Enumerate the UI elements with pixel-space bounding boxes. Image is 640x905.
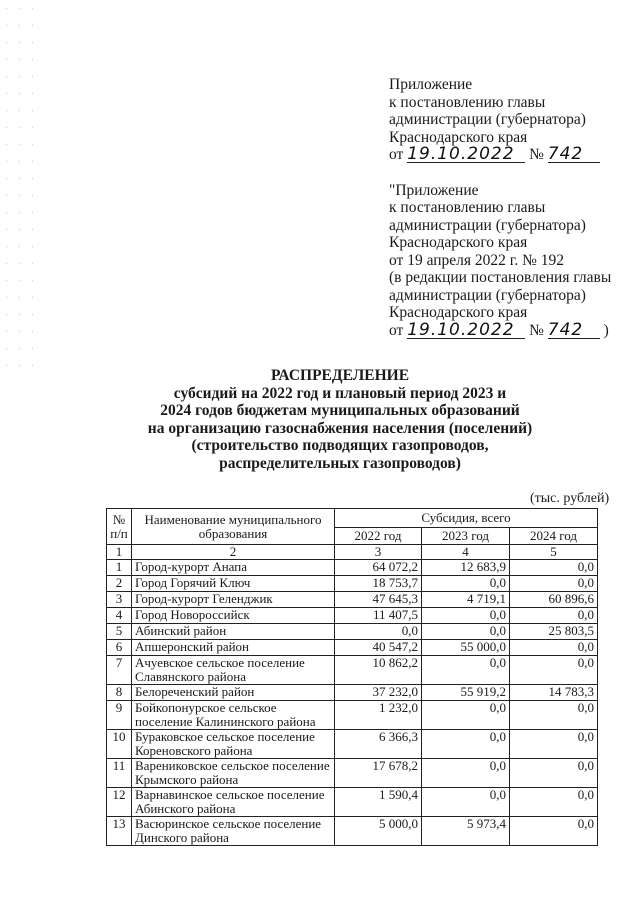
title-heading: РАСПРЕДЕЛЕНИЕ	[270, 367, 410, 384]
header-year-2023: 2023 год	[422, 528, 510, 545]
row-number: 5	[107, 624, 132, 640]
value-2024: 25 803,5	[510, 624, 598, 640]
row-name: Город Новороссийск	[132, 608, 335, 624]
column-number: 4	[422, 545, 510, 560]
value-2023: 0,0	[422, 788, 510, 817]
row-name: Город-курорт Геленджик	[132, 592, 335, 608]
column-number: 5	[510, 545, 598, 560]
approval-date-line	[389, 146, 634, 164]
value-2023: 0,0	[422, 656, 510, 685]
approval-line: "Приложение	[389, 181, 479, 199]
value-2022: 5 000,0	[335, 817, 422, 846]
column-number: 1	[107, 545, 132, 560]
row-name: Васюринское сельское поселение Динского района	[132, 817, 335, 846]
approval-line: администрации (губернатора)	[389, 111, 586, 128]
value-2022: 47 645,3	[335, 592, 422, 608]
row-number: 9	[107, 701, 132, 730]
column-number: 2	[132, 545, 335, 560]
value-2024: 0,0	[510, 701, 598, 730]
value-2022: 64 072,2	[335, 560, 422, 576]
row-number: 13	[107, 817, 132, 846]
value-2023: 0,0	[422, 701, 510, 730]
header-year-2022: 2022 год	[335, 528, 422, 545]
table-row	[107, 592, 598, 608]
value-2024: 0,0	[510, 730, 598, 759]
row-number: 4	[107, 608, 132, 624]
value-2024: 14 783,3	[510, 685, 598, 701]
number-sign: №	[529, 321, 544, 339]
value-2022: 1 232,0	[335, 701, 422, 730]
row-number: 2	[107, 576, 132, 592]
table-row	[107, 640, 598, 656]
value-2023: 0,0	[422, 576, 510, 592]
value-2023: 0,0	[422, 608, 510, 624]
approval-line: от 19 апреля 2022 г. № 192	[389, 251, 565, 269]
approval-line: Краснодарского края	[389, 234, 528, 251]
handwritten-number: 742	[548, 322, 600, 339]
value-2022: 6 366,3	[335, 730, 422, 759]
row-name: Город Горячий Ключ	[132, 576, 335, 592]
row-number: 10	[107, 730, 132, 759]
table-row	[107, 701, 598, 730]
title-line: (строительство подводящих газопроводов,	[191, 437, 489, 454]
number-sign: №	[529, 146, 544, 163]
close-paren: )	[603, 321, 609, 339]
value-2024: 60 896,6	[510, 592, 598, 608]
value-2023: 12 683,9	[422, 560, 510, 576]
header-year-2024: 2024 год	[510, 528, 598, 545]
document-title	[140, 367, 540, 472]
row-name: Ачуевское сельское поселение Славянского района	[132, 656, 335, 685]
approval-line: администрации (губернатора)	[389, 286, 586, 304]
row-number: 1	[107, 560, 132, 576]
row-number: 6	[107, 640, 132, 656]
title-line: на организацию газоснабжения населения (поселений)	[147, 419, 533, 437]
value-2023: 0,0	[422, 759, 510, 788]
row-name: Бураковское сельское поселение Кореновского района	[132, 730, 335, 759]
approval-line: Краснодарского края	[389, 304, 528, 321]
table-row	[107, 656, 598, 685]
approval-line: Краснодарского края	[389, 128, 528, 146]
header-name: Наименование муниципального образования	[132, 509, 335, 545]
subsidy-table	[106, 508, 598, 846]
approval-line: администрации (губернатора)	[389, 216, 586, 234]
value-2024: 0,0	[510, 560, 598, 576]
approval-date-line-2	[389, 319, 634, 340]
table-row	[107, 730, 598, 759]
value-2024: 0,0	[510, 656, 598, 685]
value-2022: 18 753,7	[335, 576, 422, 592]
value-2022: 11 407,5	[335, 608, 422, 624]
table-row	[107, 759, 598, 788]
value-2023: 0,0	[422, 730, 510, 759]
value-2024: 0,0	[510, 640, 598, 656]
value-2022: 0,0	[335, 624, 422, 640]
value-2023: 0,0	[422, 624, 510, 640]
approval-block	[389, 76, 634, 339]
row-name: Варениковское сельское поселение Крымского района	[132, 759, 335, 788]
title-line: распределительных газопроводов)	[219, 454, 461, 472]
value-2022: 10 862,2	[335, 656, 422, 685]
approval-line: к постановлению главы	[389, 199, 546, 216]
table-row	[107, 624, 598, 640]
table-row	[107, 817, 598, 846]
row-name: Бойкопонурское сельское поселение Калининского района	[132, 701, 335, 730]
handwritten-date: 19.10.2022	[407, 322, 525, 339]
date-prefix: от	[389, 321, 404, 339]
approval-line: к постановлению главы	[389, 93, 546, 111]
table-row	[107, 788, 598, 817]
column-number: 3	[335, 545, 422, 560]
row-name: Белореченский район	[132, 685, 335, 701]
column-number-row	[107, 545, 598, 560]
value-2023: 55 000,0	[422, 640, 510, 656]
row-name: Абинский район	[132, 624, 335, 640]
header-subsidy: Субсидия, всего	[335, 509, 598, 528]
value-2024: 0,0	[510, 576, 598, 592]
value-2023: 55 919,2	[422, 685, 510, 701]
value-2023: 5 973,4	[422, 817, 510, 846]
approval-line: (в редакции постановления главы	[389, 269, 612, 286]
value-2024: 0,0	[510, 759, 598, 788]
header-num: № п/п	[107, 509, 132, 545]
table-row	[107, 685, 598, 701]
value-2022: 40 547,2	[335, 640, 422, 656]
row-number: 7	[107, 656, 132, 685]
value-2023: 4 719,1	[422, 592, 510, 608]
row-number: 12	[107, 788, 132, 817]
value-2022: 37 232,0	[335, 685, 422, 701]
scan-noise	[0, 0, 40, 380]
row-name: Апшеронский район	[132, 640, 335, 656]
value-2024: 0,0	[510, 608, 598, 624]
unit-label: (тыс. рублей)	[530, 491, 610, 506]
row-name: Варнавинское сельское поселение Абинского района	[132, 788, 335, 817]
table-row	[107, 576, 598, 592]
handwritten-number: 742	[548, 146, 600, 163]
date-prefix: от	[389, 146, 404, 163]
row-name: Город-курорт Анапа	[132, 560, 335, 576]
value-2024: 0,0	[510, 817, 598, 846]
row-number: 3	[107, 592, 132, 608]
table-row	[107, 608, 598, 624]
value-2022: 1 590,4	[335, 788, 422, 817]
row-number: 8	[107, 685, 132, 701]
row-number: 11	[107, 759, 132, 788]
title-line: субсидий на 2022 год и плановый период 2023 и	[173, 384, 507, 402]
approval-line: Приложение	[389, 76, 473, 93]
value-2022: 17 678,2	[335, 759, 422, 788]
handwritten-date: 19.10.2022	[407, 146, 525, 163]
value-2024: 0,0	[510, 788, 598, 817]
table-row	[107, 560, 598, 576]
title-line: 2024 годов бюджетам муниципальных образований	[160, 402, 520, 419]
